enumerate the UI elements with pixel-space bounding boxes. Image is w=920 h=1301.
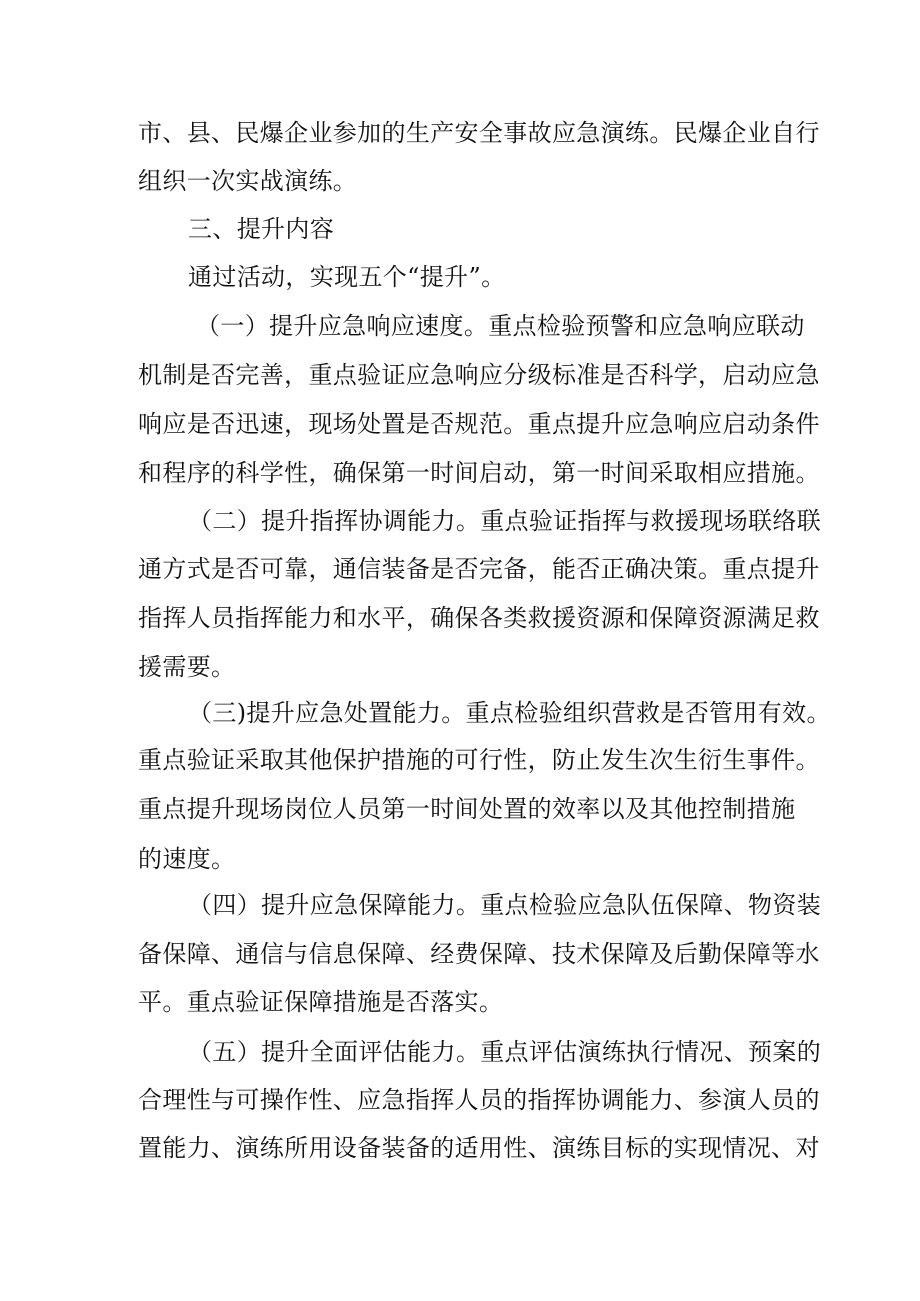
text-line: 和程序的科学性，确保第一时间启动，第一时间采取相应措施。 (138, 459, 820, 487)
text-line: 置能力、演练所用设备装备的适用性、演练目标的实现情况、对 (138, 1134, 820, 1162)
text-line: 通方式是否可靠，通信装备是否完备，能否正确决策。重点提升 (138, 555, 820, 583)
text-line: 重点提升现场岗位人员第一时间处置的效率以及其他控制措施 (138, 795, 796, 823)
text-line: 指挥人员指挥能力和水平，确保各类救援资源和保障资源满足救 (138, 604, 820, 632)
text-line: 的速度。 (138, 845, 236, 873)
text-line: （一）提升应急响应速度。重点检验预警和应急响应联动 (196, 312, 805, 340)
text-line: 援需要。 (138, 653, 236, 681)
text-line: 通过活动，实现五个“提升”。 (188, 263, 506, 291)
text-line: （四）提升应急保障能力。重点检验应急队伍保障、物资装 (188, 891, 822, 919)
text-line: 市、县、民爆企业参加的生产安全事故应急演练。民爆企业自行 (138, 119, 820, 147)
text-line: （三)提升应急处置能力。重点检验组织营救是否管用有效。 (188, 699, 831, 727)
text-line: 响应是否迅速，现场处置是否规范。重点提升应急响应启动条件 (138, 410, 820, 438)
text-line: 组织一次实战演练。 (138, 167, 358, 195)
section-heading: 三、提升内容 (188, 215, 335, 243)
text-line: 重点验证采取其他保护措施的可行性，防止发生次生衍生事件。 (138, 746, 820, 774)
text-line: 合理性与可操作性、应急指挥人员的指挥协调能力、参演人员的 (138, 1086, 820, 1114)
text-line: （五）提升全面评估能力。重点评估演练执行情况、预案的 (188, 1038, 822, 1066)
text-line: 平。重点验证保障措施是否落实。 (138, 988, 504, 1016)
text-line: 备保障、通信与信息保障、经费保障、技术保障及后勤保障等水 (138, 940, 820, 968)
text-line: （二）提升指挥协调能力。重点验证指挥与救援现场联络联 (188, 507, 822, 535)
text-line: 机制是否完善，重点验证应急响应分级标准是否科学，启动应急 (138, 361, 820, 389)
